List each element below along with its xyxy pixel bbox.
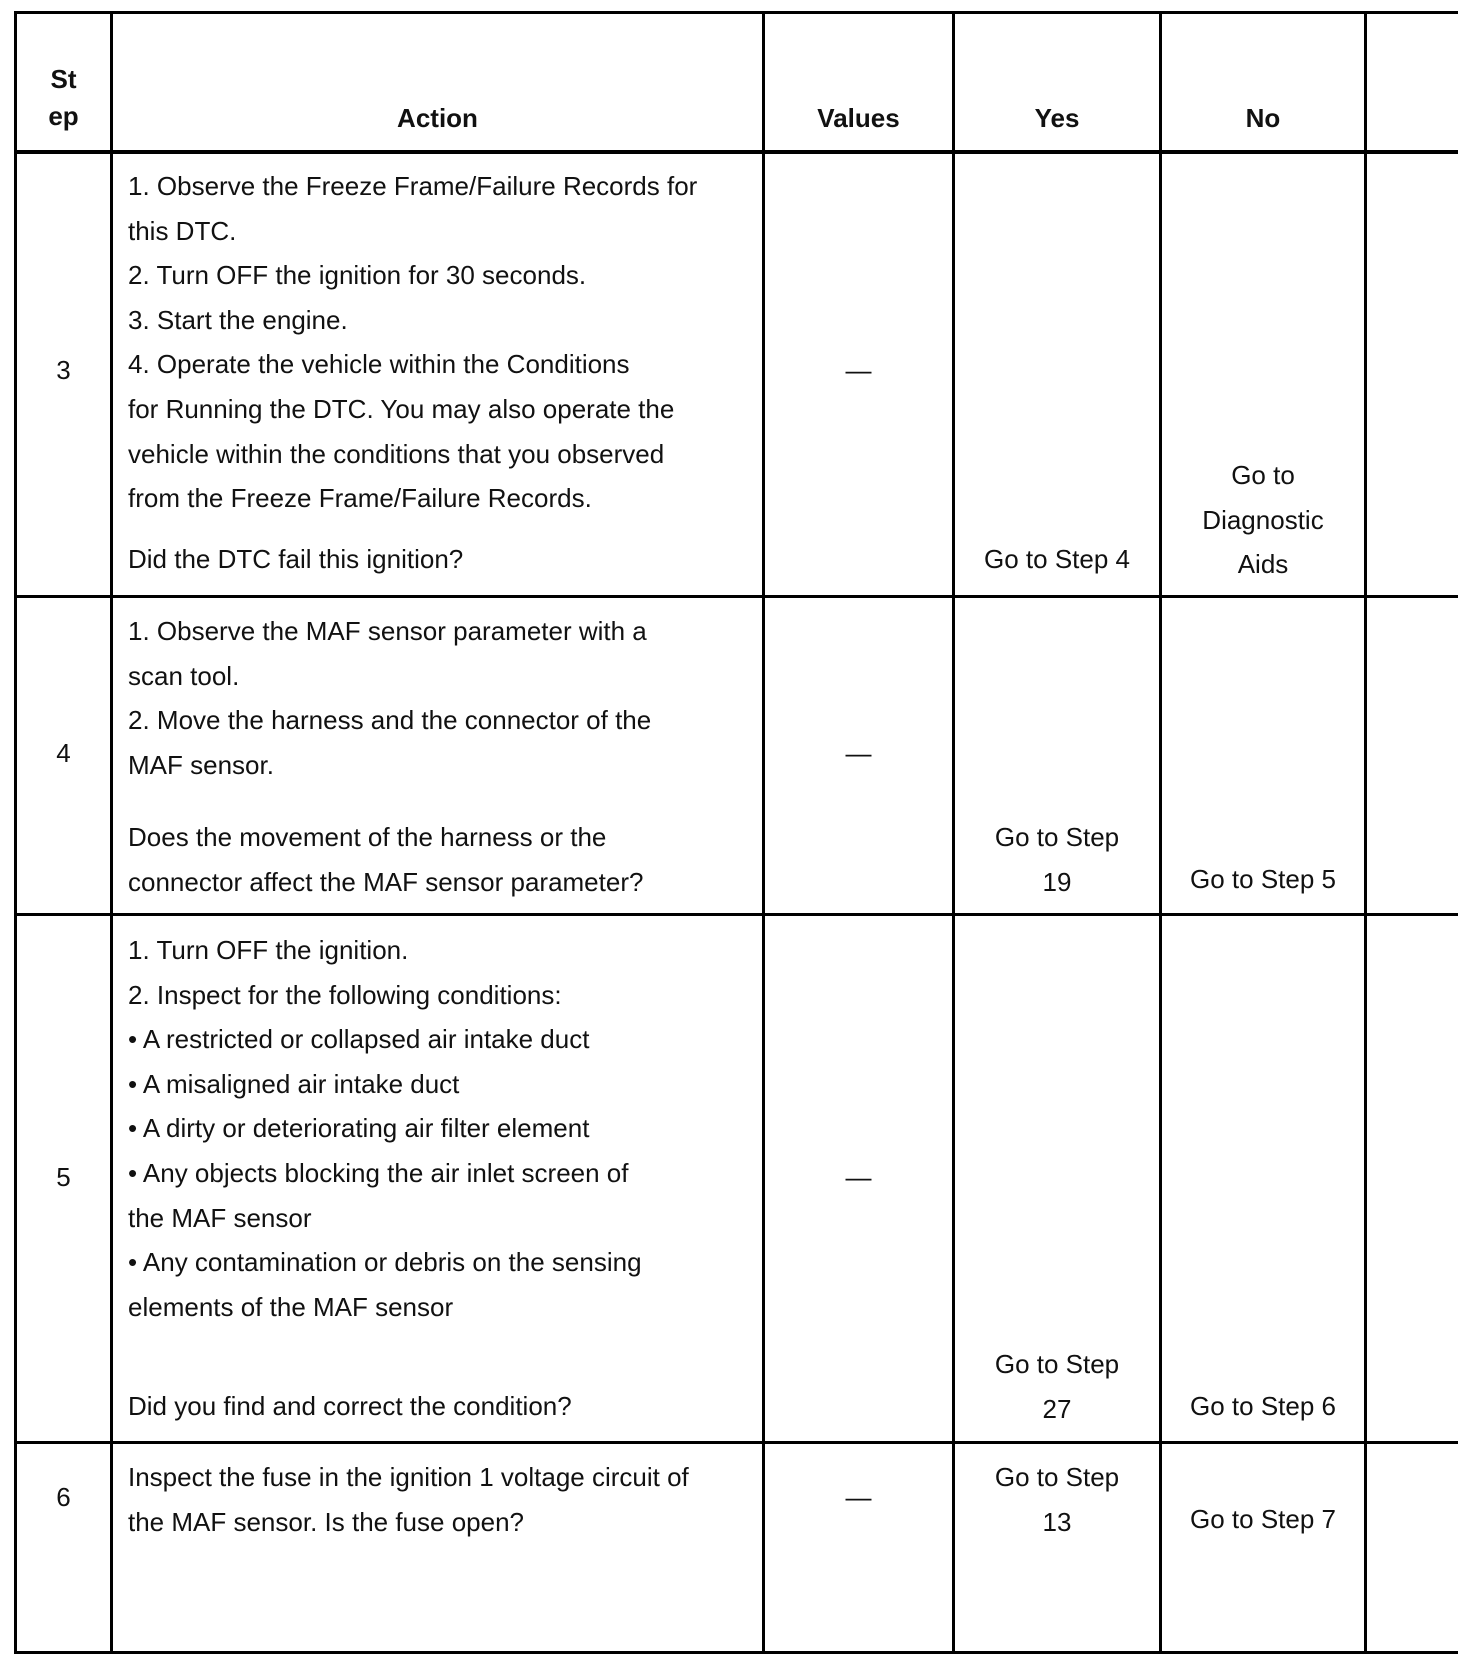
- no-cell: Go to Step 6: [1190, 1391, 1336, 1421]
- step-number: 3: [56, 355, 71, 385]
- action-question: Did the DTC fail this ignition?: [128, 544, 464, 574]
- header-values: Values: [817, 103, 900, 133]
- action-steps: 1. Observe the MAF sensor parameter with a scan tool. 2. Move the harness and the connector of the MAF sensor.: [128, 616, 652, 780]
- yes-cell: Go to Step 13: [994, 1462, 1120, 1537]
- action-question: Does the movement of the harness or the connector affect the MAF sensor parameter?: [128, 822, 644, 897]
- diagnostic-table: [14, 11, 1458, 1654]
- table-border-bottom: [14, 1651, 1458, 1654]
- header-divider: [14, 150, 1458, 154]
- column-divider: [762, 11, 765, 1654]
- step-number: 6: [56, 1482, 71, 1512]
- action-steps: 1. Turn OFF the ignition. 2. Inspect for the following conditions: • A restricted or collapsed air intake duct • A misaligned air intake duct • A dirty or deteriorating air filter element • Any objects blocking the air inlet screen of the MAF sensor • Any contamination or debris on the sensing elements of the MAF sensor: [128, 935, 642, 1322]
- action-steps: 1. Observe the Freeze Frame/Failure Records for this DTC. 2. Turn OFF the ignition for 30 seconds. 3. Start the engine. 4. Operate the vehicle within the Conditions for Running the DTC. You may also operate the vehicle within the conditions that you observed from the Freeze Frame/Failure Records.: [128, 171, 698, 514]
- table-border-top: [14, 11, 1458, 14]
- header-action: Action: [397, 103, 478, 133]
- yes-cell: Go to Step 19: [994, 822, 1120, 897]
- row-divider: [14, 595, 1458, 598]
- yes-cell: Go to Step 27: [994, 1349, 1120, 1424]
- no-cell: Go to Diagnostic Aids: [1202, 460, 1324, 580]
- values-cell: —: [845, 1482, 872, 1512]
- values-cell: —: [845, 1162, 872, 1192]
- no-cell: Go to Step 7: [1190, 1504, 1336, 1534]
- header-step: St ep: [48, 64, 79, 131]
- step-number: 4: [56, 738, 71, 768]
- column-divider: [110, 11, 113, 1654]
- row-divider: [14, 913, 1458, 916]
- column-divider: [1364, 11, 1367, 1654]
- step-number: 5: [56, 1162, 71, 1192]
- no-cell: Go to Step 5: [1190, 864, 1336, 894]
- row-divider: [14, 1441, 1458, 1444]
- yes-cell: Go to Step 4: [984, 544, 1130, 574]
- values-cell: —: [845, 355, 872, 385]
- header-no: No: [1245, 103, 1281, 133]
- table-border-left: [14, 11, 17, 1654]
- action-steps: Inspect the fuse in the ignition 1 voltage circuit of the MAF sensor. Is the fuse open?: [128, 1462, 689, 1537]
- action-question: Did you find and correct the condition?: [128, 1391, 572, 1421]
- header-yes: Yes: [1034, 103, 1080, 133]
- values-cell: —: [845, 738, 872, 768]
